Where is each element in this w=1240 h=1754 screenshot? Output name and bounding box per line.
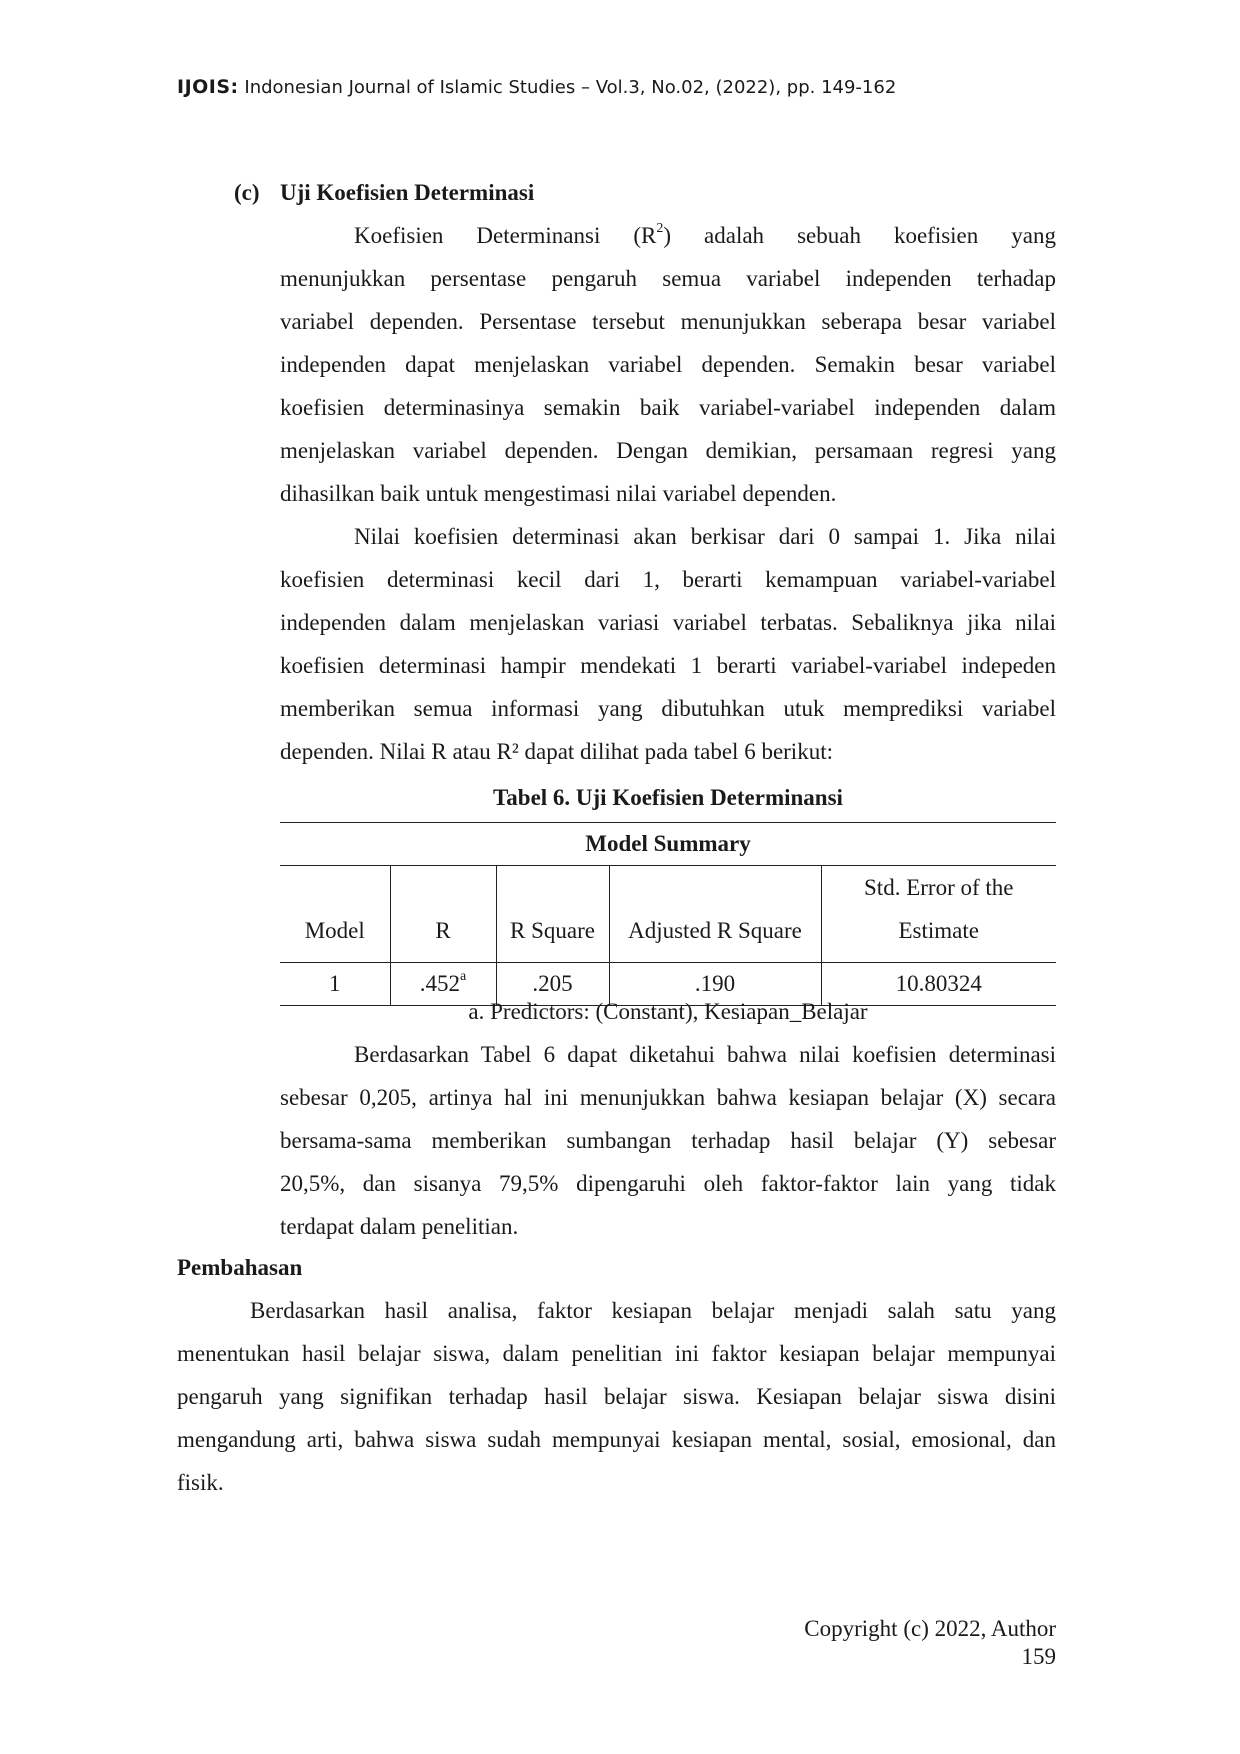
cell-adjusted-r-square: .190	[609, 963, 821, 1006]
pembahasan-heading: Pembahasan	[177, 1255, 303, 1280]
copyright-notice: Copyright (c) 2022, Author	[804, 1616, 1056, 1641]
section-label: (c)	[234, 180, 260, 205]
col-header-std-error	[821, 866, 1056, 963]
running-header	[177, 76, 896, 98]
pembahasan-line: menentukan hasil belajar siswa, dalam penelitian ini faktor kesiapan belajar mempunyai	[177, 1341, 1056, 1366]
pembahasan-last-line: fisik.	[177, 1470, 224, 1495]
para3-line: 20,5%, dan sisanya 79,5% dipengaruhi oleh faktor-faktor lain yang tidak	[280, 1171, 1056, 1196]
para2-line: koefisien determinasi kecil dari 1, berarti kemampuan variabel-variabel	[280, 567, 1056, 592]
section-title: Uji Koefisien Determinasi	[280, 180, 535, 205]
col-header-std-error-line2: Estimate	[898, 918, 979, 943]
para3-line: Berdasarkan Tabel 6 dapat diketahui bahwa nilai koefisien determinasi	[354, 1042, 1056, 1067]
table-title: Model Summary	[280, 823, 1056, 866]
para2-line: independen dalam menjelaskan variasi variabel terbatas. Sebaliknya jika nilai	[280, 610, 1056, 635]
journal-brand: IJOIS:	[177, 76, 239, 98]
col-header-adjusted-r-square: Adjusted R Square	[609, 866, 821, 963]
para2-line: memberikan semua informasi yang dibutuhkan utuk memprediksi variabel	[280, 696, 1056, 721]
para1-line: menunjukkan persentase pengaruh semua variabel independen terhadap	[280, 266, 1056, 291]
para1-first-text-rest: ) adalah sebuah koefisien yang	[663, 223, 1056, 248]
para2-line: koefisien determinasi hampir mendekati 1 berarti variabel-variabel indepeden	[280, 653, 1056, 678]
para1-line-1-text	[354, 223, 1056, 249]
para2-last-line: dependen. Nilai R atau R² dapat dilihat pada tabel 6 berikut:	[280, 739, 833, 764]
page-number: 159	[1021, 1644, 1056, 1669]
col-header-r-square: R Square	[496, 866, 609, 963]
para2-line: Nilai koefisien determinasi akan berkisar dari 0 sampai 1. Jika nilai	[354, 524, 1056, 549]
para1-line: independen dapat menjelaskan variabel dependen. Semakin besar variabel	[280, 352, 1056, 377]
cell-model: 1	[280, 963, 390, 1006]
pembahasan-line: pengaruh yang signifikan terhadap hasil belajar siswa. Kesiapan belajar siswa disini	[177, 1384, 1056, 1409]
col-header-model: Model	[280, 866, 390, 963]
para1-last-line: dihasilkan baik untuk mengestimasi nilai variabel dependen.	[280, 481, 837, 506]
section-heading-c	[234, 180, 534, 206]
pembahasan-line: mengandung arti, bahwa siswa sudah mempunyai kesiapan mental, sosial, emosional, dan	[177, 1427, 1056, 1452]
pembahasan-line: Berdasarkan hasil analisa, faktor kesiapan belajar menjadi salah satu yang	[250, 1298, 1056, 1323]
cell-r-value: .452	[419, 971, 461, 996]
col-header-std-error-line1: Std. Error of the	[864, 875, 1014, 900]
model-summary-table	[280, 822, 1056, 1006]
para3-last-line: terdapat dalam penelitian.	[280, 1214, 519, 1239]
journal-citation: Indonesian Journal of Islamic Studies – Vol.3, No.02, (2022), pp. 149-162	[244, 77, 897, 98]
table-caption: Tabel 6. Uji Koefisien Determinansi	[493, 785, 843, 810]
cell-std-error: 10.80324	[821, 963, 1056, 1006]
para1-line: koefisien determinasinya semakin baik variabel-variabel independen dalam	[280, 395, 1056, 420]
para1-first-text: Koefisien Determinansi (R	[354, 223, 657, 248]
para1-line: variabel dependen. Persentase tersebut menunjukkan seberapa besar variabel	[280, 309, 1056, 334]
table-note: a. Predictors: (Constant), Kesiapan_Belajar	[468, 999, 868, 1024]
cell-r-square: .205	[496, 963, 609, 1006]
r-squared-superscript: 2	[656, 221, 664, 236]
cell-r-footnote: a	[460, 969, 467, 984]
para3-line: sebesar 0,205, artinya hal ini menunjukkan bahwa kesiapan belajar (X) secara	[280, 1085, 1056, 1110]
col-header-r: R	[390, 866, 496, 963]
para1-line: menjelaskan variabel dependen. Dengan demikian, persamaan regresi yang	[280, 438, 1056, 463]
para3-line: bersama-sama memberikan sumbangan terhadap hasil belajar (Y) sebesar	[280, 1128, 1056, 1153]
